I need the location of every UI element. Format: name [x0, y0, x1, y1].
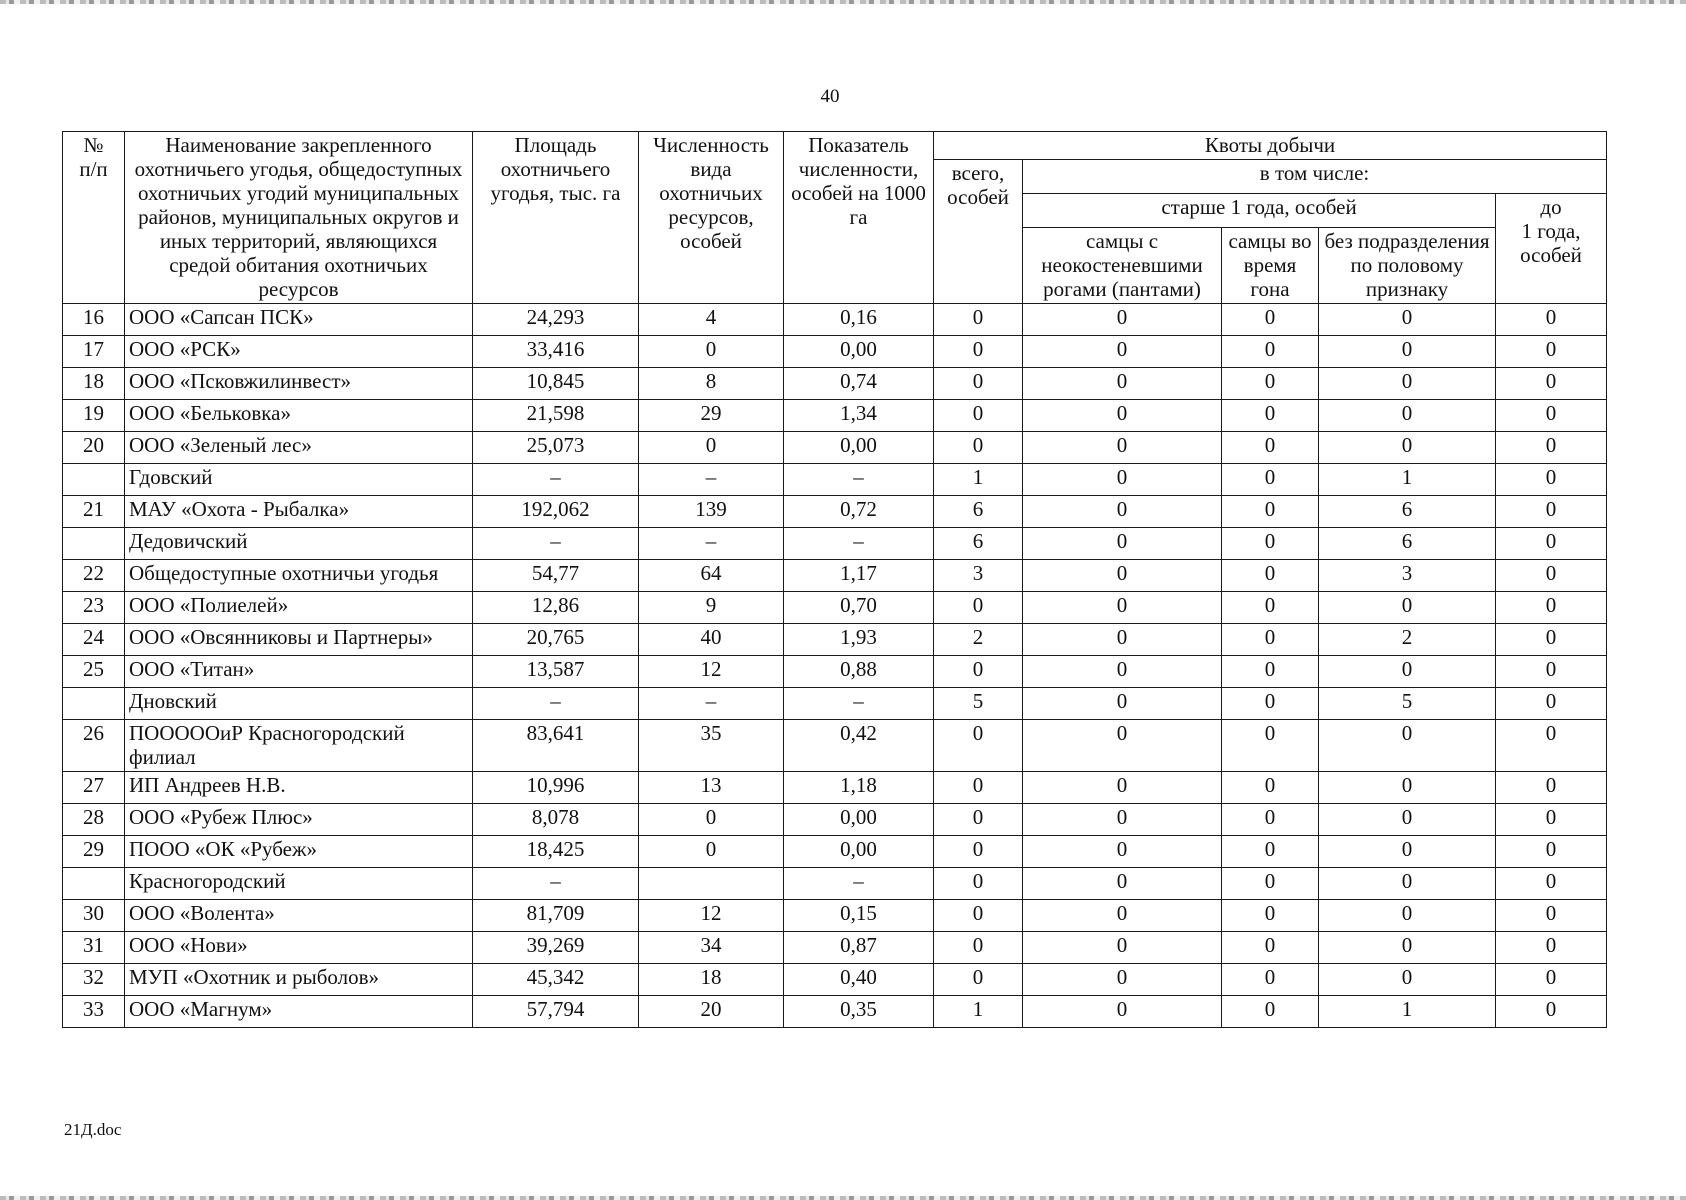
cell-count: 8 — [639, 368, 784, 400]
cell-name: ООО «РСК» — [125, 336, 473, 368]
cell-nosex: 6 — [1319, 528, 1496, 560]
cell-total: 0 — [934, 432, 1023, 464]
cell-area: 81,709 — [473, 900, 639, 932]
cell-nosex: 1 — [1319, 464, 1496, 496]
cell-index: 0,15 — [784, 900, 934, 932]
table-body — [63, 304, 1607, 1028]
cell-antlers: 0 — [1023, 624, 1222, 656]
cell-count: 29 — [639, 400, 784, 432]
cell-num: 24 — [63, 624, 125, 656]
cell-num: 22 — [63, 560, 125, 592]
cell-rut: 0 — [1222, 996, 1319, 1028]
cell-name: МУП «Охотник и рыболов» — [125, 964, 473, 996]
cell-index: – — [784, 528, 934, 560]
cell-antlers: 0 — [1023, 964, 1222, 996]
cell-count: – — [639, 464, 784, 496]
cell-young: 0 — [1496, 336, 1607, 368]
cell-total: 0 — [934, 932, 1023, 964]
cell-index: 0,74 — [784, 368, 934, 400]
col-header-no-sex: без подразделения по половому признаку — [1319, 228, 1496, 304]
cell-young: 0 — [1496, 720, 1607, 772]
cell-name: ООО «Сапсан ПСК» — [125, 304, 473, 336]
col-header-under1: до 1 года, особей — [1496, 194, 1607, 304]
cell-young: 0 — [1496, 996, 1607, 1028]
cell-nosex: 0 — [1319, 804, 1496, 836]
col-header-total: всего, особей — [934, 160, 1023, 304]
cell-num: 31 — [63, 932, 125, 964]
cell-name: Красногородский — [125, 868, 473, 900]
cell-count: 35 — [639, 720, 784, 772]
cell-young: 0 — [1496, 368, 1607, 400]
cell-antlers: 0 — [1023, 400, 1222, 432]
table-header — [63, 132, 1607, 304]
cell-num: 17 — [63, 336, 125, 368]
col-header-count: Численность вида охотничьих ресурсов, особей — [639, 132, 784, 304]
cell-index: 1,18 — [784, 772, 934, 804]
cell-index: 0,88 — [784, 656, 934, 688]
cell-rut: 0 — [1222, 624, 1319, 656]
col-header-males-rut: самцы во время гона — [1222, 228, 1319, 304]
cell-rut: 0 — [1222, 804, 1319, 836]
cell-young: 0 — [1496, 400, 1607, 432]
cell-antlers: 0 — [1023, 336, 1222, 368]
cell-antlers: 0 — [1023, 900, 1222, 932]
col-header-males-antlers: самцы с неокостеневшими рогами (пантами) — [1023, 228, 1222, 304]
cell-rut: 0 — [1222, 464, 1319, 496]
cell-young: 0 — [1496, 836, 1607, 868]
cell-num — [63, 688, 125, 720]
table-row — [63, 304, 1607, 336]
quota-table — [62, 131, 1607, 1028]
cell-total: 0 — [934, 868, 1023, 900]
cell-total: 1 — [934, 464, 1023, 496]
cell-area: – — [473, 688, 639, 720]
page-number: 40 — [820, 86, 840, 107]
table-row — [63, 368, 1607, 400]
cell-name: Дедовичский — [125, 528, 473, 560]
cell-young: 0 — [1496, 528, 1607, 560]
table-row — [63, 772, 1607, 804]
cell-name: ООО «Рубеж Плюс» — [125, 804, 473, 836]
cell-rut: 0 — [1222, 336, 1319, 368]
cell-name: ООО «Полиелей» — [125, 592, 473, 624]
cell-num: 16 — [63, 304, 125, 336]
cell-total: 2 — [934, 624, 1023, 656]
cell-area: 20,765 — [473, 624, 639, 656]
cell-total: 0 — [934, 336, 1023, 368]
cell-young: 0 — [1496, 772, 1607, 804]
cell-area: 25,073 — [473, 432, 639, 464]
cell-num: 32 — [63, 964, 125, 996]
cell-nosex: 0 — [1319, 868, 1496, 900]
cell-antlers: 0 — [1023, 432, 1222, 464]
cell-count: 0 — [639, 836, 784, 868]
cell-index: 0,00 — [784, 432, 934, 464]
table-row — [63, 964, 1607, 996]
cell-num: 28 — [63, 804, 125, 836]
cell-antlers: 0 — [1023, 560, 1222, 592]
table-row — [63, 528, 1607, 560]
cell-name: Дновский — [125, 688, 473, 720]
cell-index: 0,00 — [784, 804, 934, 836]
cell-name: ООО «Овсянниковы и Партнеры» — [125, 624, 473, 656]
table-row — [63, 560, 1607, 592]
cell-rut: 0 — [1222, 656, 1319, 688]
cell-rut: 0 — [1222, 528, 1319, 560]
cell-nosex: 6 — [1319, 496, 1496, 528]
cell-nosex: 0 — [1319, 304, 1496, 336]
cell-nosex: 2 — [1319, 624, 1496, 656]
cell-antlers: 0 — [1023, 836, 1222, 868]
cell-young: 0 — [1496, 496, 1607, 528]
cell-num: 18 — [63, 368, 125, 400]
cell-area: – — [473, 528, 639, 560]
cell-nosex: 0 — [1319, 900, 1496, 932]
cell-nosex: 0 — [1319, 432, 1496, 464]
cell-num: 29 — [63, 836, 125, 868]
scan-edge-bottom — [0, 1196, 1686, 1200]
cell-index: 0,70 — [784, 592, 934, 624]
cell-antlers: 0 — [1023, 592, 1222, 624]
cell-young: 0 — [1496, 868, 1607, 900]
cell-area: 39,269 — [473, 932, 639, 964]
cell-count: 12 — [639, 656, 784, 688]
cell-rut: 0 — [1222, 368, 1319, 400]
cell-count: 34 — [639, 932, 784, 964]
cell-count — [639, 868, 784, 900]
cell-nosex: 0 — [1319, 932, 1496, 964]
cell-nosex: 0 — [1319, 720, 1496, 772]
cell-count: 0 — [639, 804, 784, 836]
cell-num — [63, 464, 125, 496]
cell-num: 33 — [63, 996, 125, 1028]
cell-num: 20 — [63, 432, 125, 464]
table-row — [63, 688, 1607, 720]
col-header-name: Наименование закрепленного охотничьего угодья, общедоступных охотничьих угодий муниципальных районов, муниципальных округов и иных территорий, являющихся средой обитания охотничьих ресурсов — [125, 132, 473, 304]
table-row — [63, 336, 1607, 368]
table-row — [63, 932, 1607, 964]
cell-area: 12,86 — [473, 592, 639, 624]
cell-antlers: 0 — [1023, 868, 1222, 900]
cell-rut: 0 — [1222, 688, 1319, 720]
cell-rut: 0 — [1222, 772, 1319, 804]
cell-index: – — [784, 464, 934, 496]
cell-nosex: 5 — [1319, 688, 1496, 720]
document-filename: 21Д.doc — [64, 1120, 122, 1139]
table-row — [63, 400, 1607, 432]
cell-name: ООО «Псковжилинвест» — [125, 368, 473, 400]
cell-index: 0,35 — [784, 996, 934, 1028]
cell-index: 1,93 — [784, 624, 934, 656]
cell-num — [63, 868, 125, 900]
table-row — [63, 624, 1607, 656]
cell-total: 0 — [934, 304, 1023, 336]
cell-nosex: 0 — [1319, 772, 1496, 804]
cell-rut: 0 — [1222, 964, 1319, 996]
cell-total: 0 — [934, 804, 1023, 836]
table-row — [63, 592, 1607, 624]
cell-total: 5 — [934, 688, 1023, 720]
cell-index: 0,87 — [784, 932, 934, 964]
cell-area: 83,641 — [473, 720, 639, 772]
cell-area: 10,996 — [473, 772, 639, 804]
cell-index: – — [784, 868, 934, 900]
cell-index: 0,72 — [784, 496, 934, 528]
cell-name: ПООО «ОК «Рубеж» — [125, 836, 473, 868]
cell-rut: 0 — [1222, 400, 1319, 432]
cell-num: 19 — [63, 400, 125, 432]
cell-area: – — [473, 868, 639, 900]
cell-area: 192,062 — [473, 496, 639, 528]
cell-nosex: 1 — [1319, 996, 1496, 1028]
cell-area: 57,794 — [473, 996, 639, 1028]
cell-index: 1,34 — [784, 400, 934, 432]
cell-antlers: 0 — [1023, 496, 1222, 528]
cell-index: 0,40 — [784, 964, 934, 996]
cell-area: 8,078 — [473, 804, 639, 836]
cell-name: Общедоступные охотничьи угодья — [125, 560, 473, 592]
cell-area: – — [473, 464, 639, 496]
cell-num: 26 — [63, 720, 125, 772]
cell-total: 6 — [934, 528, 1023, 560]
cell-count: 40 — [639, 624, 784, 656]
table-row — [63, 496, 1607, 528]
cell-nosex: 0 — [1319, 336, 1496, 368]
cell-young: 0 — [1496, 560, 1607, 592]
table-row — [63, 720, 1607, 772]
cell-area: 18,425 — [473, 836, 639, 868]
cell-young: 0 — [1496, 592, 1607, 624]
cell-nosex: 3 — [1319, 560, 1496, 592]
cell-area: 33,416 — [473, 336, 639, 368]
cell-nosex: 0 — [1319, 400, 1496, 432]
cell-name: МАУ «Охота - Рыбалка» — [125, 496, 473, 528]
col-header-older: старше 1 года, особей — [1023, 194, 1496, 228]
cell-area: 45,342 — [473, 964, 639, 996]
cell-total: 0 — [934, 656, 1023, 688]
cell-rut: 0 — [1222, 932, 1319, 964]
cell-area: 13,587 — [473, 656, 639, 688]
cell-rut: 0 — [1222, 592, 1319, 624]
cell-total: 0 — [934, 592, 1023, 624]
cell-count: 18 — [639, 964, 784, 996]
cell-rut: 0 — [1222, 432, 1319, 464]
cell-rut: 0 — [1222, 900, 1319, 932]
cell-index: 0,42 — [784, 720, 934, 772]
cell-total: 0 — [934, 400, 1023, 432]
cell-total: 6 — [934, 496, 1023, 528]
col-header-quota: Квоты добычи — [934, 132, 1607, 160]
cell-count: – — [639, 528, 784, 560]
cell-name: ИП Андреев Н.В. — [125, 772, 473, 804]
cell-total: 0 — [934, 368, 1023, 400]
cell-antlers: 0 — [1023, 656, 1222, 688]
scan-edge-top — [0, 0, 1686, 4]
cell-count: 9 — [639, 592, 784, 624]
cell-name: Гдовский — [125, 464, 473, 496]
cell-nosex: 0 — [1319, 592, 1496, 624]
cell-count: 0 — [639, 336, 784, 368]
cell-name: ООО «Нови» — [125, 932, 473, 964]
cell-rut: 0 — [1222, 836, 1319, 868]
cell-young: 0 — [1496, 304, 1607, 336]
col-header-num: № п/п — [63, 132, 125, 304]
cell-num — [63, 528, 125, 560]
cell-young: 0 — [1496, 624, 1607, 656]
cell-young: 0 — [1496, 656, 1607, 688]
table-row — [63, 656, 1607, 688]
cell-total: 0 — [934, 772, 1023, 804]
cell-young: 0 — [1496, 900, 1607, 932]
cell-antlers: 0 — [1023, 528, 1222, 560]
col-header-including: в том числе: — [1023, 160, 1607, 194]
cell-num: 25 — [63, 656, 125, 688]
cell-index: 0,00 — [784, 836, 934, 868]
cell-total: 0 — [934, 964, 1023, 996]
cell-antlers: 0 — [1023, 996, 1222, 1028]
table-row — [63, 464, 1607, 496]
cell-area: 21,598 — [473, 400, 639, 432]
cell-nosex: 0 — [1319, 836, 1496, 868]
cell-count: – — [639, 688, 784, 720]
table-row — [63, 996, 1607, 1028]
cell-area: 54,77 — [473, 560, 639, 592]
cell-total: 0 — [934, 836, 1023, 868]
col-header-index: Показатель численности, особей на 1000 га — [784, 132, 934, 304]
cell-young: 0 — [1496, 688, 1607, 720]
col-header-area: Площадь охотничьего угодья, тыс. га — [473, 132, 639, 304]
cell-antlers: 0 — [1023, 464, 1222, 496]
cell-name: ПОООООиР Красногородский филиал — [125, 720, 473, 772]
cell-index: 1,17 — [784, 560, 934, 592]
cell-count: 12 — [639, 900, 784, 932]
cell-num: 27 — [63, 772, 125, 804]
cell-count: 0 — [639, 432, 784, 464]
cell-antlers: 0 — [1023, 932, 1222, 964]
cell-index: 0,00 — [784, 336, 934, 368]
cell-name: ООО «Титан» — [125, 656, 473, 688]
cell-num: 21 — [63, 496, 125, 528]
cell-name: ООО «Волента» — [125, 900, 473, 932]
cell-total: 3 — [934, 560, 1023, 592]
cell-antlers: 0 — [1023, 804, 1222, 836]
cell-antlers: 0 — [1023, 688, 1222, 720]
table-row — [63, 900, 1607, 932]
cell-area: 24,293 — [473, 304, 639, 336]
cell-young: 0 — [1496, 964, 1607, 996]
cell-count: 4 — [639, 304, 784, 336]
cell-count: 13 — [639, 772, 784, 804]
table-row — [63, 804, 1607, 836]
cell-rut: 0 — [1222, 304, 1319, 336]
cell-rut: 0 — [1222, 560, 1319, 592]
cell-count: 139 — [639, 496, 784, 528]
cell-young: 0 — [1496, 464, 1607, 496]
cell-index: – — [784, 688, 934, 720]
cell-rut: 0 — [1222, 720, 1319, 772]
cell-count: 64 — [639, 560, 784, 592]
cell-name: ООО «Зеленый лес» — [125, 432, 473, 464]
cell-nosex: 0 — [1319, 964, 1496, 996]
table-row — [63, 868, 1607, 900]
cell-antlers: 0 — [1023, 720, 1222, 772]
cell-total: 0 — [934, 720, 1023, 772]
cell-antlers: 0 — [1023, 772, 1222, 804]
cell-rut: 0 — [1222, 496, 1319, 528]
cell-total: 1 — [934, 996, 1023, 1028]
cell-count: 20 — [639, 996, 784, 1028]
cell-num: 30 — [63, 900, 125, 932]
cell-young: 0 — [1496, 804, 1607, 836]
cell-total: 0 — [934, 900, 1023, 932]
cell-antlers: 0 — [1023, 304, 1222, 336]
cell-area: 10,845 — [473, 368, 639, 400]
table-row — [63, 432, 1607, 464]
cell-young: 0 — [1496, 432, 1607, 464]
cell-index: 0,16 — [784, 304, 934, 336]
cell-antlers: 0 — [1023, 368, 1222, 400]
cell-nosex: 0 — [1319, 368, 1496, 400]
cell-name: ООО «Магнум» — [125, 996, 473, 1028]
cell-rut: 0 — [1222, 868, 1319, 900]
cell-young: 0 — [1496, 932, 1607, 964]
cell-num: 23 — [63, 592, 125, 624]
cell-name: ООО «Бельковка» — [125, 400, 473, 432]
table-row — [63, 836, 1607, 868]
cell-nosex: 0 — [1319, 656, 1496, 688]
